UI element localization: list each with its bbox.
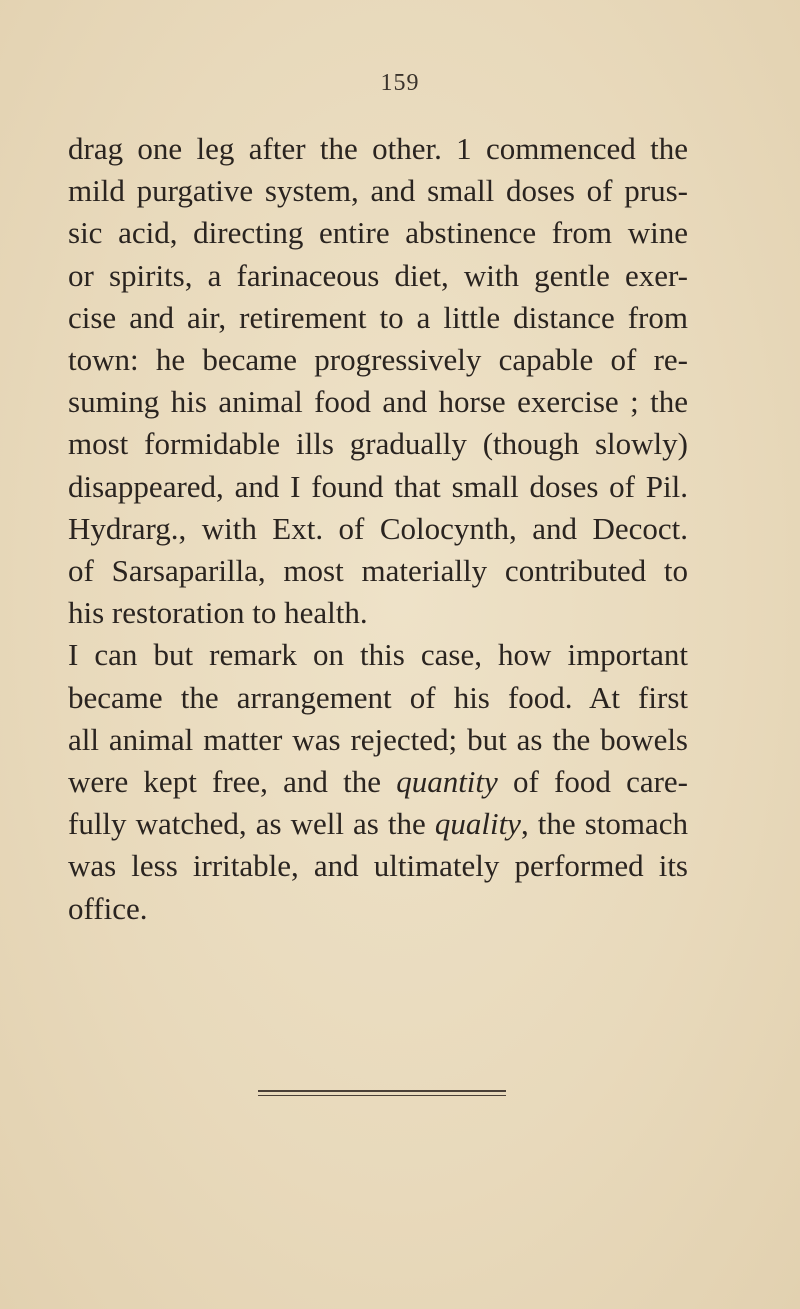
text-line: was less irritable, and ultimately performed its — [68, 848, 688, 884]
text-line: town: he became progressively capable of re- — [68, 342, 688, 378]
text-line: disappeared, and I found that small doses of Pil. — [68, 468, 688, 504]
body-text — [68, 128, 688, 930]
text-segment: were kept free, and the — [68, 764, 397, 800]
text-segment: of food care- — [497, 764, 688, 800]
text-line: most formidable ills gradually (though slowly) — [68, 426, 688, 462]
text-line: Hydrarg., with Ext. of Colocynth, and Decoct. — [68, 510, 688, 546]
text-line — [68, 803, 688, 845]
text-line: his restoration to health. — [68, 595, 368, 631]
text-line: office. — [68, 890, 148, 926]
text-line: of Sarsaparilla, most materially contributed to — [68, 553, 688, 589]
italic-word: quality — [434, 806, 521, 842]
text-line: or spirits, a farinaceous diet, with gentle exer- — [68, 257, 688, 293]
text-line: all animal matter was rejected; but as the bowels — [68, 721, 688, 757]
text-line: sic acid, directing entire abstinence from wine — [68, 215, 688, 251]
text-line: drag one leg after the other. 1 commenced the — [68, 131, 688, 166]
text-segment: , the stomach — [520, 806, 689, 842]
section-divider — [258, 1090, 506, 1092]
text-line — [68, 761, 688, 803]
text-line: became the arrangement of his food. At first — [68, 679, 688, 715]
text-line: cise and air, retirement to a little distance from — [68, 299, 688, 335]
page-number: 159 — [380, 70, 420, 96]
text-segment: fully watched, as well as the — [68, 806, 435, 842]
text-line: mild purgative system, and small doses of prus- — [68, 173, 688, 209]
text-line: I can but remark on this case, how important — [68, 637, 688, 673]
text-line: suming his animal food and horse exercise ; the — [68, 384, 688, 420]
italic-word: quantity — [396, 764, 498, 800]
section-divider — [258, 1095, 506, 1096]
